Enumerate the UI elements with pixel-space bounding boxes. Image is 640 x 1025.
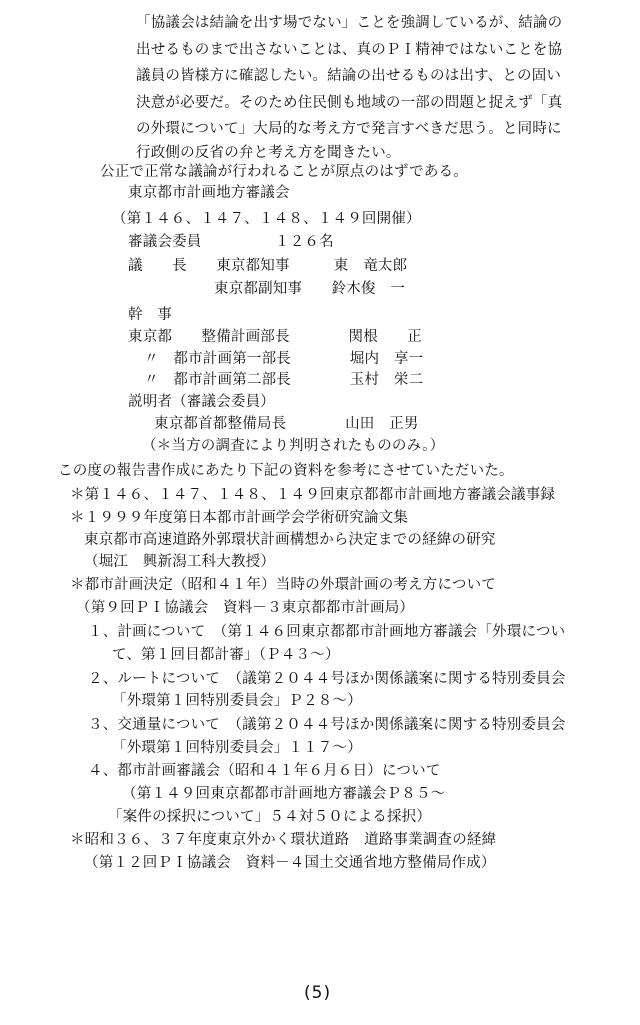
text-line: 議員の皆様方に確認したい。結論の出せるものは出す、との固い: [136, 68, 562, 84]
list-item: ＊昭和３６、３７年度東京外かく環状道路 道路事業調査の経緯: [70, 832, 497, 848]
list-item: ＊都市計画決定（昭和４１年）当時の外環計画の考え方について: [70, 577, 497, 593]
text-line: （堀江 興新潟工科大教授）: [84, 554, 276, 570]
text-line: 「案件の採択について」５４対５０による採択）: [108, 809, 432, 825]
text-line: 行政側の反省の弁と考え方を聞きたい。: [136, 145, 401, 161]
text-line: 幹 事: [128, 307, 173, 323]
text-line: て、第１回目都計審」（Ｐ４３～）: [112, 647, 340, 663]
text-line: 東京都 整備計画部長 関根 正: [128, 329, 422, 345]
text-line: （第１４６、１４７、１４８、１４９回開催）: [112, 211, 421, 227]
text-line: 説明者（審議会委員）: [128, 394, 275, 410]
text-line: 「外環第１回特別委員会」１１７～）: [112, 740, 362, 756]
text-line: 出せるものまで出さないことは、真のＰＩ精神ではないことを協: [136, 42, 563, 58]
list-item: １、計画について （第１４６回東京都都市計画地方審議会「外環につい: [88, 624, 566, 640]
text-line: 「協議会は結論を出す場でない」ことを強調しているが、結論の: [136, 15, 563, 31]
text-line: 東京都副知事 鈴木俊 一: [214, 281, 406, 297]
text-line: 公正で正常な議論が行われることが原点のはずである。: [100, 164, 468, 180]
text-line: （第１２回ＰＩ協議会 資料－４国土交通省地方整備局作成）: [84, 855, 496, 871]
list-item: ２、ルートについて （議第２０４４号ほか関係議案に関する特別委員会: [88, 671, 566, 687]
text-line: 決意が必要だ。そのため住民側も地域の一部の問題と捉えず「真: [136, 95, 563, 111]
text-line: 議 長 東京都知事 東 竜太郎: [128, 258, 408, 274]
text-line: （第１４９回東京都都市計画地方審議会Ｐ８５～: [122, 786, 446, 802]
text-line: （＊当方の調査により判明されたもののみ。）: [142, 438, 445, 454]
text-line: （第９回ＰＩ協議会 資料－３東京都都市計画局）: [76, 600, 415, 616]
list-item: ＊１９９９年度第日本都市計画学会学術研究論文集: [70, 510, 409, 526]
text-line: の外環について」大局的な考え方で発言すべきだ思う。と同時に: [136, 121, 562, 137]
text-line: 審議会委員 １２６名: [128, 234, 334, 250]
text-line: 東京都首都整備局長 山田 正男: [154, 416, 419, 432]
list-item: ４、都市計画審議会（昭和４１年６月６日）について: [88, 763, 441, 779]
heading: 東京都市計画地方審議会: [128, 185, 290, 201]
list-item: ＊第１４６、１４７、１４８、１４９回東京都都市計画地方審議会議事録: [70, 487, 556, 503]
text-line: 〃 都市計画第一部長 堀内 享一: [144, 351, 424, 367]
text-line: この度の報告書作成にあたり下記の資料を参考にさせていただいた。: [58, 463, 514, 479]
list-item: ３、交通量について （議第２０４４号ほか関係議案に関する特別委員会: [88, 717, 566, 733]
text-line: 「外環第１回特別委員会」Ｐ２８～）: [112, 693, 362, 709]
page-number: (5): [304, 983, 332, 1003]
text-line: 〃 都市計画第二部長 玉村 栄二: [144, 372, 424, 388]
text-line: 東京都市高速道路外郭環状計画構想から決定までの経緯の研究: [84, 532, 496, 548]
